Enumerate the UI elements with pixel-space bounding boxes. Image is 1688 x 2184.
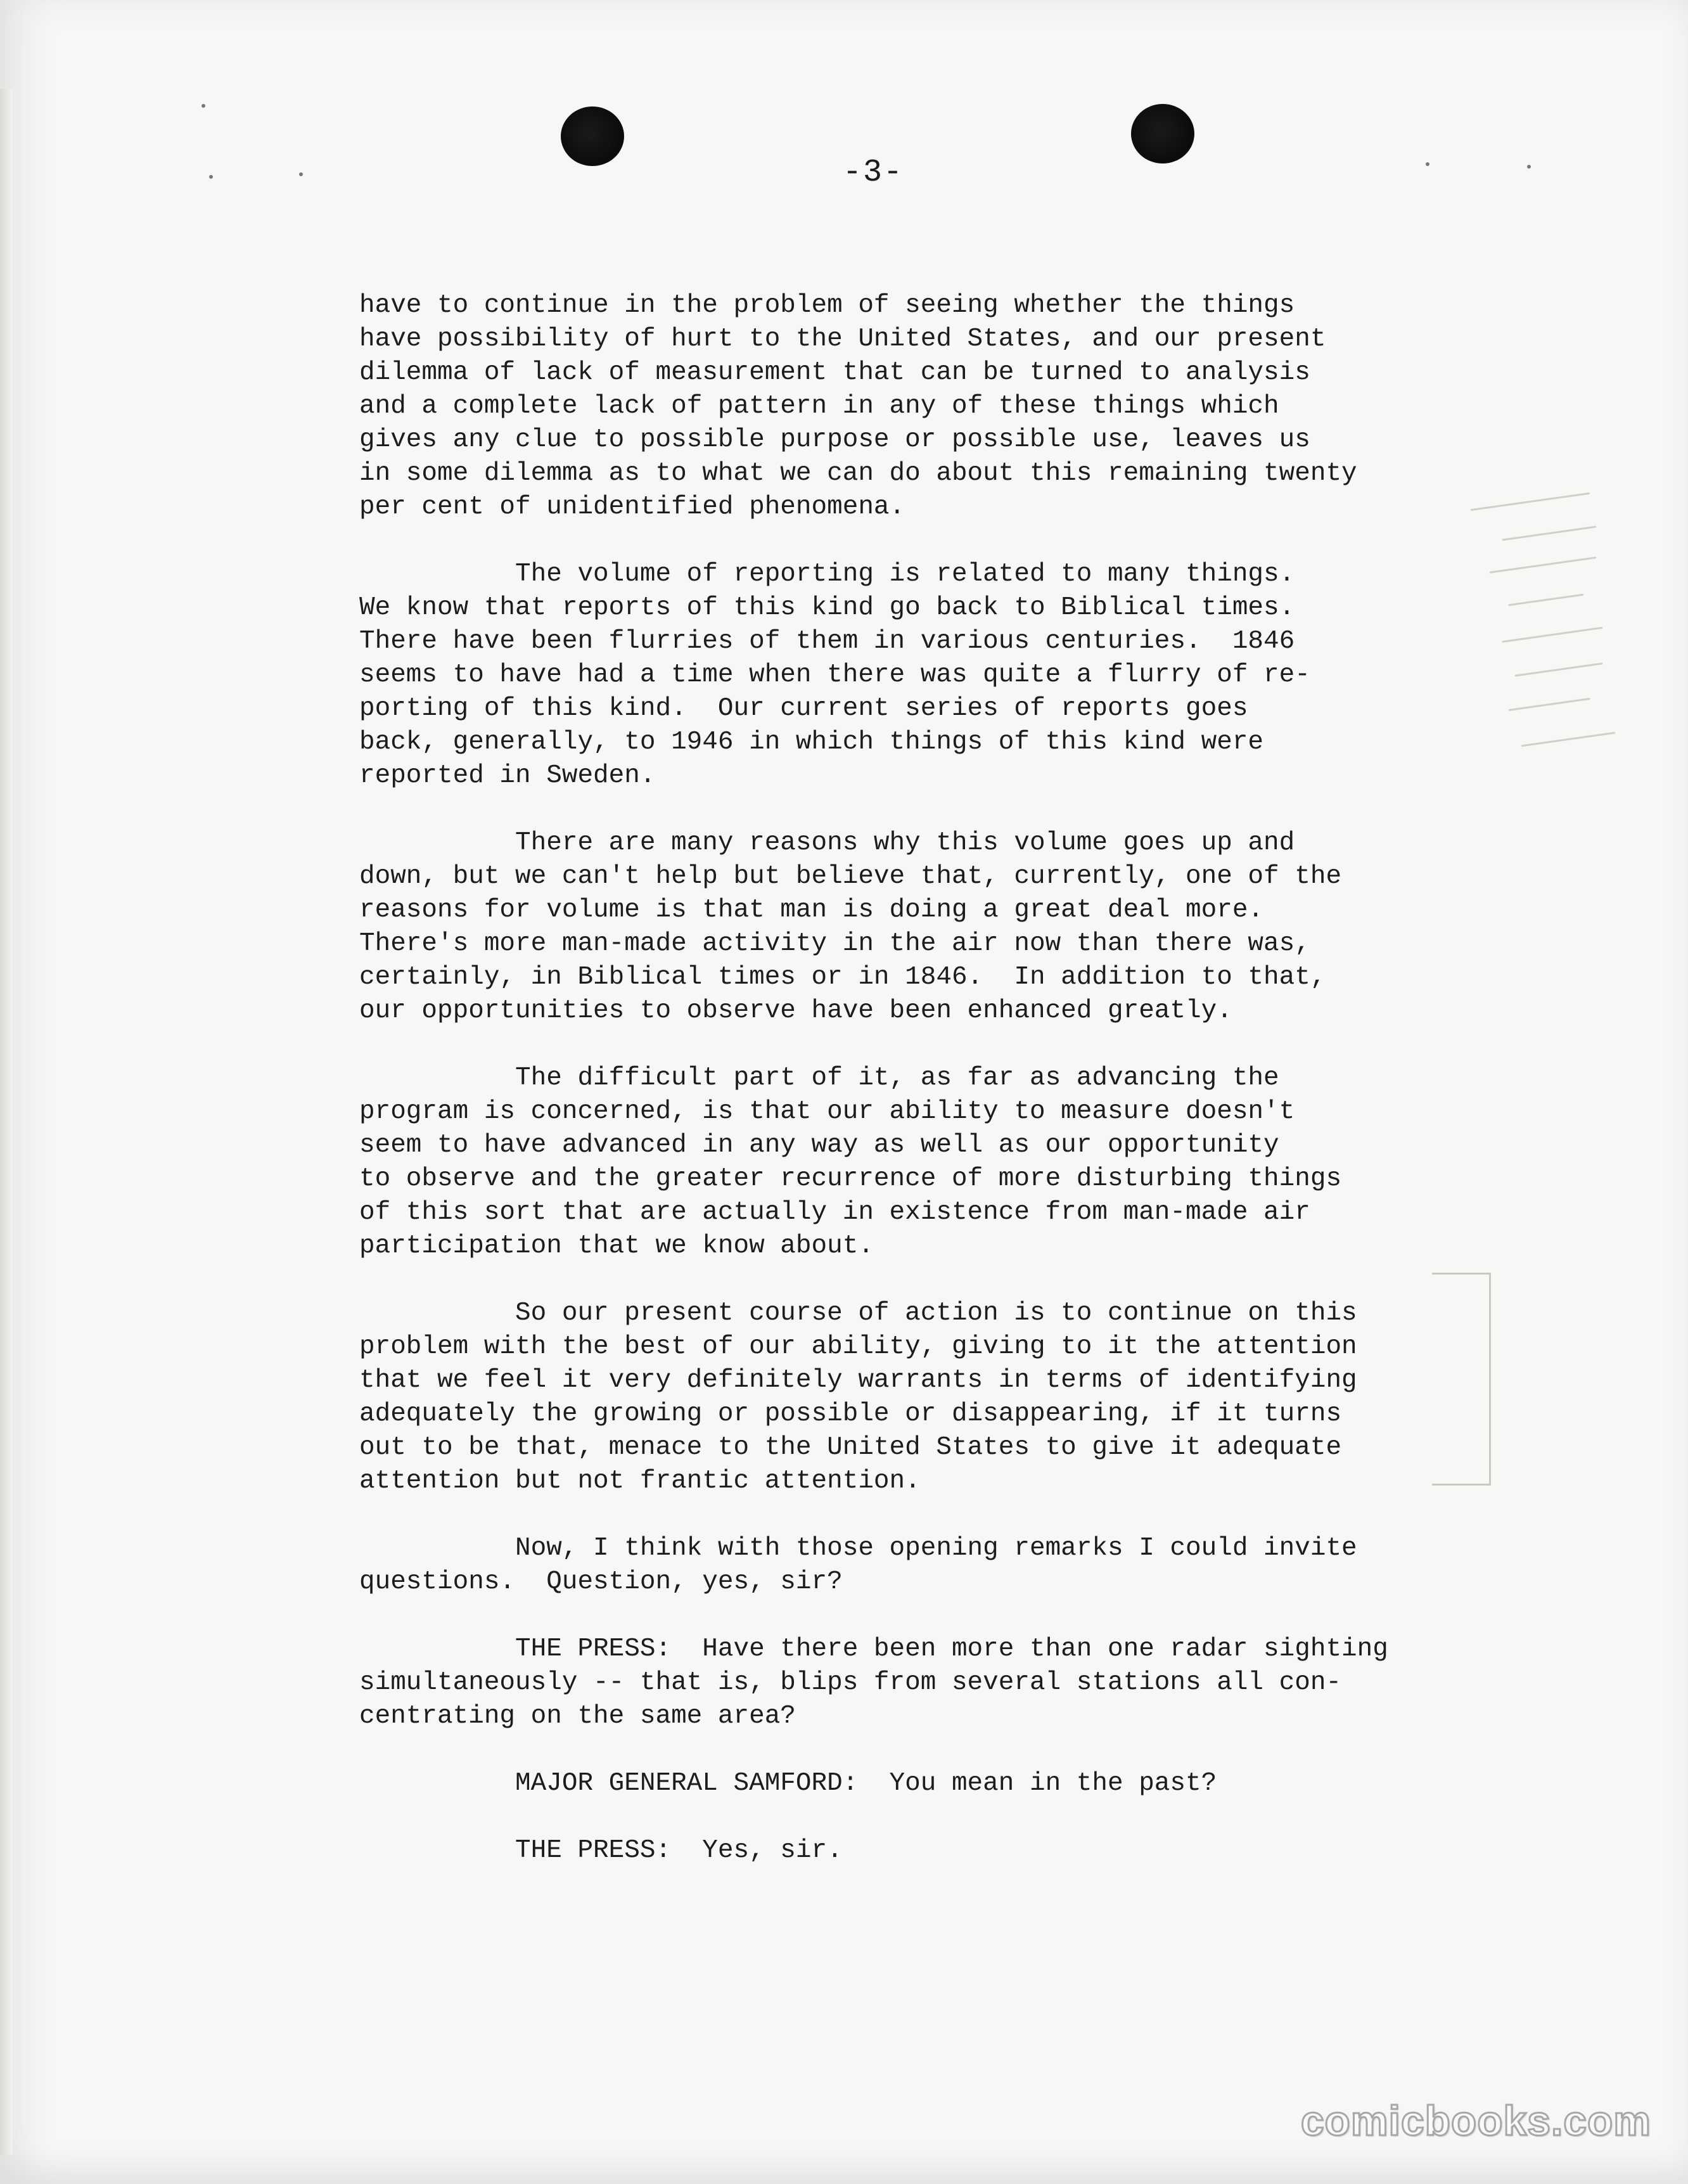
text-line: simultaneously -- that is, blips from several stations all con- <box>359 1668 1342 1697</box>
paragraph <box>359 558 1563 793</box>
paragraph <box>359 289 1563 524</box>
page-number: -3- <box>843 155 904 191</box>
text-line: and a complete lack of pattern in any of these things which <box>359 392 1279 421</box>
text-line: in some dilemma as to what we can do about this remaining twenty <box>359 459 1357 488</box>
text-line: adequately the growing or possible or disappearing, if it turns <box>359 1399 1342 1429</box>
paper-speck <box>1527 165 1531 169</box>
paper-speck <box>1426 162 1429 166</box>
text-line: per cent of unidentified phenomena. <box>359 492 905 522</box>
text-line: porting of this kind. Our current series of reports goes <box>359 694 1248 723</box>
watermark: comicbooks.com <box>1300 2097 1651 2144</box>
text-line: So our present course of action is to continue on this <box>359 1299 1357 1328</box>
text-line: THE PRESS: Yes, sir. <box>359 1836 843 1865</box>
text-line: There's more man-made activity in the air now than there was, <box>359 929 1310 958</box>
text-line: back, generally, to 1946 in which things of this kind were <box>359 728 1264 757</box>
text-line: There have been flurries of them in various centuries. 1846 <box>359 627 1295 656</box>
text-line: program is concerned, is that our ability to measure doesn't <box>359 1097 1295 1126</box>
page-edge-shadow <box>0 89 13 2155</box>
text-line: reported in Sweden. <box>359 761 656 790</box>
punch-hole-left <box>561 106 624 166</box>
text-line: questions. Question, yes, sir? <box>359 1567 843 1596</box>
text-line: The volume of reporting is related to many things. <box>359 560 1295 589</box>
text-line: gives any clue to possible purpose or possible use, leaves us <box>359 425 1310 454</box>
text-line: Now, I think with those opening remarks I could invite <box>359 1534 1357 1563</box>
paragraph <box>359 1767 1563 1801</box>
text-line: problem with the best of our ability, giving to it the attention <box>359 1332 1357 1361</box>
paragraph <box>359 1062 1563 1263</box>
margin-bracket <box>1432 1273 1491 1486</box>
text-line: There are many reasons why this volume goes up and <box>359 828 1295 858</box>
text-line: have to continue in the problem of seeing whether the things <box>359 291 1295 320</box>
document-body <box>359 289 1563 1868</box>
paper-speck <box>299 172 303 176</box>
text-line: seems to have had a time when there was quite a flurry of re- <box>359 660 1310 690</box>
paragraph <box>359 1297 1563 1498</box>
paragraph <box>359 826 1563 1028</box>
text-line: down, but we can't help but believe that, currently, one of the <box>359 862 1342 891</box>
text-line: THE PRESS: Have there been more than one radar sighting <box>359 1635 1388 1664</box>
paper-speck <box>201 104 205 108</box>
text-line: The difficult part of it, as far as advancing the <box>359 1063 1279 1093</box>
text-line: We know that reports of this kind go back to Biblical times. <box>359 593 1295 622</box>
text-line: MAJOR GENERAL SAMFORD: You mean in the past? <box>359 1769 1217 1798</box>
text-line: seem to have advanced in any way as well as our opportunity <box>359 1131 1279 1160</box>
text-line: dilemma of lack of measurement that can be turned to analysis <box>359 358 1310 387</box>
text-line: certainly, in Biblical times or in 1846. In addition to that, <box>359 963 1326 992</box>
text-line: have possibility of hurt to the United States, and our present <box>359 324 1326 354</box>
text-line: to observe and the greater recurrence of more disturbing things <box>359 1164 1342 1193</box>
paragraph <box>359 1532 1563 1599</box>
punch-hole-right <box>1131 104 1194 164</box>
text-line: of this sort that are actually in existence from man-made air <box>359 1198 1310 1227</box>
paragraph <box>359 1633 1563 1733</box>
paper-speck <box>209 175 213 179</box>
text-line: participation that we know about. <box>359 1231 874 1261</box>
handwritten-margin-notes <box>1464 482 1679 811</box>
text-line: centrating on the same area? <box>359 1702 796 1731</box>
text-line: out to be that, menace to the United States to give it adequate <box>359 1433 1342 1462</box>
text-line: our opportunities to observe have been enhanced greatly. <box>359 996 1232 1025</box>
paragraph <box>359 1834 1563 1868</box>
text-line: reasons for volume is that man is doing a great deal more. <box>359 896 1264 925</box>
text-line: attention but not frantic attention. <box>359 1467 921 1496</box>
text-line: that we feel it very definitely warrants in terms of identifying <box>359 1366 1357 1395</box>
